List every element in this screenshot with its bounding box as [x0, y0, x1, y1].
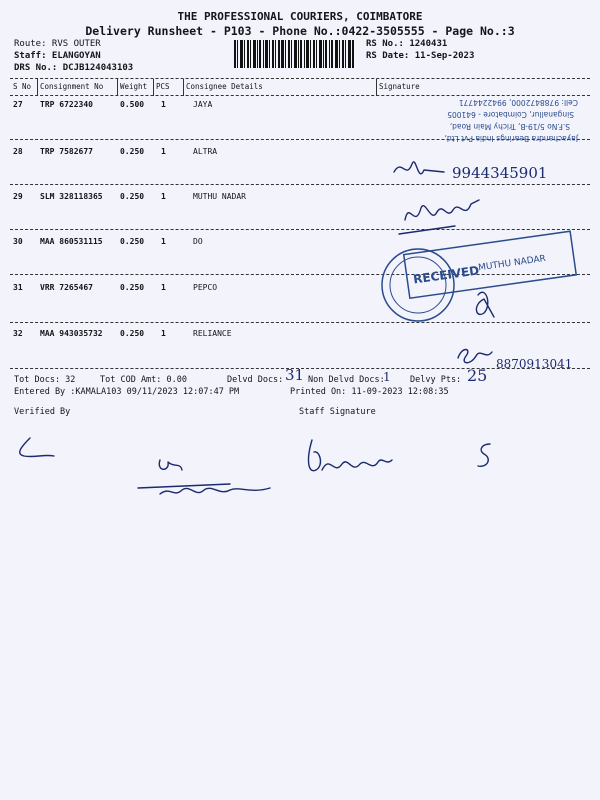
row-sno: 31: [13, 283, 23, 292]
row-consignment: MAA 943035732: [40, 329, 103, 338]
row-pcs: 1: [161, 283, 166, 292]
delivered-docs-handwritten: 31: [285, 366, 305, 384]
row-weight: 0.250: [120, 237, 145, 246]
col-divider: [376, 79, 377, 96]
route-label: Route: RVS OUTER: [14, 39, 101, 49]
phone-handwritten: 9944345901: [452, 164, 548, 182]
runsheet-title: Delivery Runsheet - P103 - Phone No.:0422-3505555 - Page No.:3: [85, 24, 515, 38]
verifier-signature: [130, 450, 290, 505]
row-weight: 0.250: [120, 329, 145, 338]
row-consignee: PEPCO: [193, 283, 218, 292]
row-pcs: 1: [161, 237, 166, 246]
row-pcs: 1: [161, 192, 166, 201]
table-top-rule: [10, 78, 590, 79]
col-divider: [183, 79, 184, 96]
verified-by-label: Verified By: [14, 407, 71, 417]
svg-text:RECEIVED: RECEIVED: [412, 263, 480, 287]
row-consignment: TRP 7582677: [40, 147, 93, 156]
signature-row28: [384, 150, 584, 190]
row-pcs: 1: [161, 100, 166, 109]
col-divider: [153, 79, 154, 96]
row-consignee: DO: [193, 237, 203, 246]
company-stamp: [378, 86, 583, 146]
total-cod-amount: Tot COD Amt: 0.00: [100, 375, 187, 385]
row-weight: 0.250: [120, 192, 145, 201]
non-delivered-docs-handwritten: 1: [383, 370, 391, 384]
row-consignee: JAYA: [193, 100, 213, 109]
non-delivered-docs-label: Non Delvd Docs:: [308, 375, 385, 385]
drs-number: DRS No.: DCJB124043103: [14, 63, 134, 73]
col-header-signature: Signature: [379, 82, 420, 91]
col-header-consignment: Consignment No: [40, 82, 104, 91]
row-weight: 0.250: [120, 283, 145, 292]
delivery-points-label: Delvy Pts:: [410, 375, 462, 385]
row-sno: 28: [13, 147, 23, 156]
staff-label: Staff: ELANGOYAN: [14, 51, 101, 61]
row-consignee: ALTRA: [193, 147, 218, 156]
row-weight: 0.250: [120, 147, 145, 156]
row-sno: 30: [13, 237, 23, 246]
delivered-docs-label: Delvd Docs:: [227, 375, 284, 385]
svg-text:S.F.No 5/19-B, Trichy Main Roa: S.F.No 5/19-B, Trichy Main Road,: [449, 122, 570, 131]
delivery-points-handwritten: 25: [467, 366, 488, 385]
row-consignee: MUTHU NADAR: [193, 192, 246, 201]
rs-date: RS Date: 11-Sep-2023: [366, 51, 475, 61]
staff-signature-label: Staff Signature: [299, 407, 376, 417]
row-sno: 29: [13, 192, 23, 201]
verifier-initial-signature: [10, 430, 70, 470]
svg-text:Singanallur, Coimbatore - 6410: Singanallur, Coimbatore - 641005: [447, 110, 574, 119]
row-consignment: VRR 7265467: [40, 283, 93, 292]
col-divider: [117, 79, 118, 96]
row-consignment: TRP 6722340: [40, 100, 93, 109]
rs-number: RS No.: 1240431: [366, 39, 448, 49]
received-stamp: [358, 225, 583, 325]
col-header-pcs: PCS: [156, 82, 170, 91]
svg-text:Cell: 9788472000, 9942244771: Cell: 9788472000, 9942244771: [458, 98, 578, 107]
row-sno: 27: [13, 100, 23, 109]
staff-initial-signature: [470, 440, 500, 475]
row-consignee: RELIANCE: [193, 329, 232, 338]
row-consignment: SLM 328118365: [40, 192, 103, 201]
col-header-consignee: Consignee Details: [186, 82, 263, 91]
total-docs: Tot Docs: 32: [14, 375, 76, 385]
entered-by: Entered By :KAMALA103 09/11/2023 12:07:47 PM: [14, 387, 240, 397]
col-divider: [37, 79, 38, 96]
staff-signature: [300, 430, 400, 485]
row-consignment: MAA 860531115: [40, 237, 103, 246]
barcode-image: [234, 40, 354, 68]
company-name: THE PROFESSIONAL COURIERS, COIMBATORE: [177, 10, 423, 23]
printed-on: Printed On: 11-09-2023 12:08:35: [290, 387, 449, 397]
svg-text:Jayachandra Bearings India Pvt: Jayachandra Bearings India Pvt Ltd,: [444, 134, 578, 143]
phone-handwritten: 8870913041: [496, 357, 573, 371]
col-header-weight: Weight: [120, 82, 148, 91]
col-header-sno: S No: [13, 82, 32, 91]
svg-text:MUTHU NADAR: MUTHU NADAR: [477, 253, 547, 274]
row-weight: 0.500: [120, 100, 145, 109]
row-pcs: 1: [161, 147, 166, 156]
row-sno: 32: [13, 329, 23, 338]
row-pcs: 1: [161, 329, 166, 338]
